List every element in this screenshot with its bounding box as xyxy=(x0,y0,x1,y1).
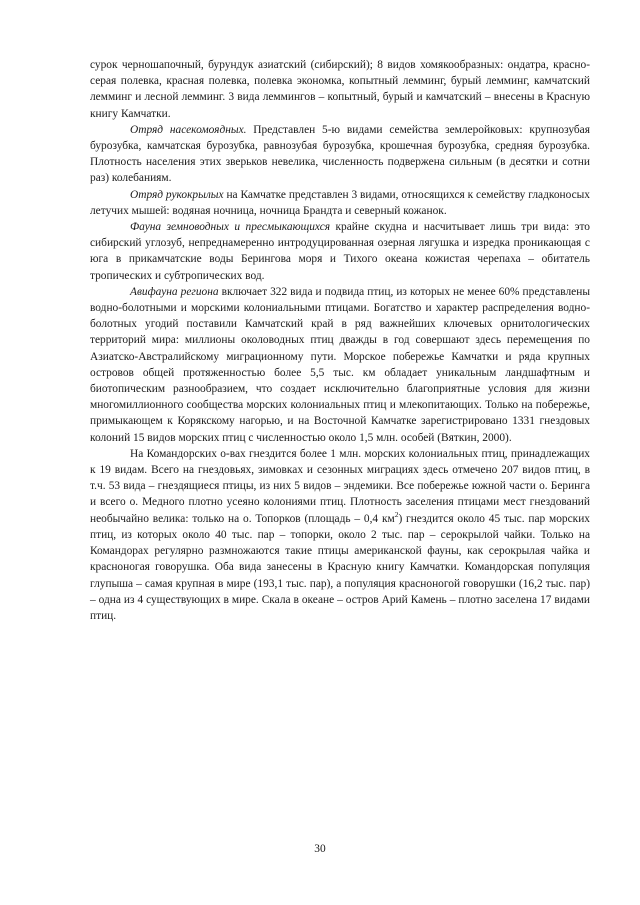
body-text xyxy=(90,57,590,624)
paragraph-lead: Фауна земноводных и пресмыкающихся xyxy=(130,221,331,234)
paragraph-commander-islands xyxy=(90,446,590,624)
superscript: 2 xyxy=(394,509,399,519)
paragraph-lead: Отряд рукокрылых xyxy=(130,188,224,201)
paragraph-lead: Авифауна региона xyxy=(130,285,219,298)
paragraph-amphibians-reptiles xyxy=(90,219,590,284)
paragraph-rodents-continued xyxy=(90,57,590,122)
paragraph-insectivores xyxy=(90,122,590,187)
paragraph-lead: Отряд насекомоядных. xyxy=(130,123,247,136)
paragraph-text: сурок черношапочный, бурундук азиатский (сибирский); 8 видов хомякообразных: ондатра, красно-серая полевка, красная полевка, полевка экономка, копытный лемминг, бурый лемминг, камчатский лемминг и лесной лемминг. 3 вида леммингов – копытный, бурый и камчатский – внесены в Красную книгу Камчатки. xyxy=(90,59,590,120)
paragraph-text: включает 322 вида и подвида птиц, из которых не менее 60% представлены водно-болотными и морскими колониальными птицами. Богатство и характер распределения водно-болотных угодий поставили Камчатский край в ряд важнейших ключевых орнитологических территорий мира: миллионы околоводных птиц дважды в год совершают здесь перемещения по Азиатско-Австралийскому миграционному пути. Морское побережье Камчатки и ряда крупных островов общей протяженностью более 5,5 тыс. км обладает уникальным ландшафтным и биотопическим разнообразием, что создает исключительно благоприятные условия для жизни многомиллионного сообщества морских колониальных птиц и млекопитающих. Только на побережье, примыкающем к Корякскому нагорью, и на Восточной Камчатке зарегистрировано 1331 гнездовых колоний 15 видов морских птиц с численностью около 1,5 млн. особей (Вяткин, 2000). xyxy=(90,285,590,444)
paragraph-avifauna xyxy=(90,284,590,446)
paragraph-text: крайне скудна и насчитывает лишь три вида: это сибирский углозуб, непреднамеренно интродуцированная озерная лягушка и изредка проникающая с юга в прикамчатские воды Берингова моря и Тихого океана кожистая черепаха – обитатель тропических и субтропических вод. xyxy=(90,221,590,282)
paragraph-text: на Камчатке представлен 3 видами, относящихся к семейству гладконосых летучих мышей: водяная ночница, ночница Брандта и северный кожанок. xyxy=(90,188,590,217)
paragraph-text: На Командорских о-вах гнездится более 1 млн. морских колониальных птиц, принадлежащих к 19 видам. Всего на гнездовьях, зимовках и сезонных миграциях здесь отмечено 207 видов птиц, в т.ч. 53 вида – гнездящиеся птицы, из них 5 видов – эндемики. Все побережье южной части о. Беринга и всего о. Медного плотно усеяно колониями птиц. Плотность заселения птицами мест гнездований необычайно велика: только на о. Топорков (площадь – 0,4 км xyxy=(90,447,590,525)
paragraph-text: ) гнездится около 45 тыс. пар морских птиц, из которых около 40 тыс. пар – топорки, около 2 тыс. пар – серокрылой чайки. Только на Командорах регулярно размножаются такие птицы американской фауны, как серокрылая чайка и красноногая говорушка. Оба вида занесены в Красную книгу Камчатки. Командорская популяция глупыша – самая крупная в мире (193,1 тыс. пар), а популяция красноногой говорушки (16,2 тыс. пар) – одна из 4 существующих в мире. Скала в океане – остров Арий Камень – плотно заселена 17 видами птиц. xyxy=(90,512,590,622)
paragraph-bats xyxy=(90,187,590,219)
page-number: 30 xyxy=(314,843,326,855)
paragraph-text: Представлен 5-ю видами семейства землеройковых: крупнозубая бурозубка, камчатская бурозубка, равнозубая бурозубка, крошечная бурозубка, средняя бурозубка. Плотность населения этих зверьков невелика, численность подвержена сильным (в десятки и сотни раз) колебаниям. xyxy=(90,123,590,185)
